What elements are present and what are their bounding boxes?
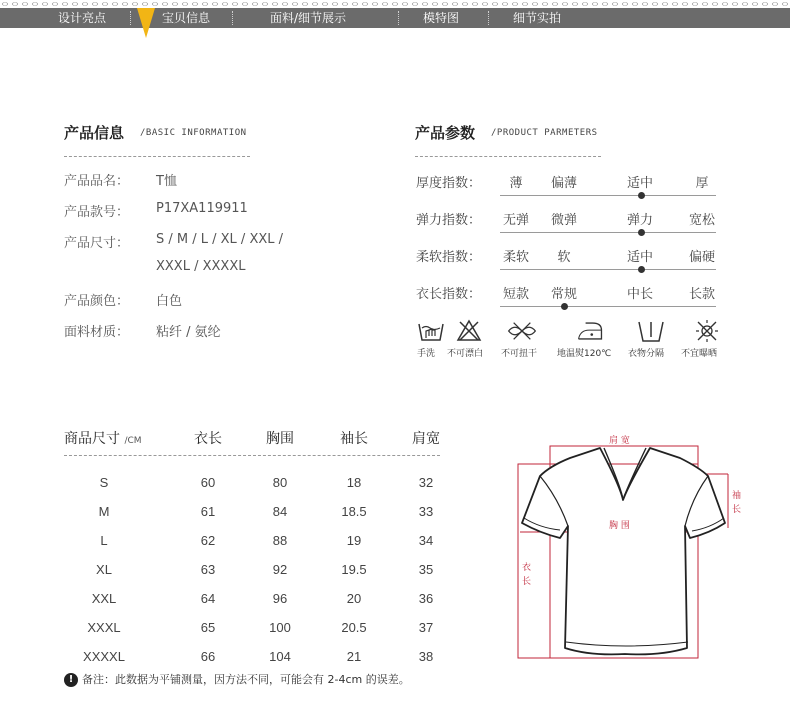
measurement-cell: 92 xyxy=(272,562,288,577)
param-label: 衣长指数： xyxy=(416,287,482,302)
header-shoulder: 肩宽 xyxy=(412,431,440,447)
measurement-note xyxy=(64,671,410,687)
measurement-cell: 100 xyxy=(269,620,291,635)
nav-separator xyxy=(398,11,399,25)
param-option: 长款 xyxy=(688,287,715,302)
divider xyxy=(64,455,440,456)
measurement-cell: 104 xyxy=(269,649,291,664)
measurement-cell: 20.5 xyxy=(341,620,367,635)
param-option: 软 xyxy=(557,250,571,265)
shirt-diagram xyxy=(510,428,770,678)
size-cell: XXL xyxy=(91,591,117,606)
nav-item-fabric-details[interactable]: 面料/细节展示 xyxy=(270,11,347,25)
info-value-sizes-cont: XXXL / XXXXL xyxy=(156,259,246,274)
size-cell: L xyxy=(100,533,108,548)
measurement-cell: 32 xyxy=(418,475,434,490)
header-chest: 胸围 xyxy=(266,431,294,447)
measurement-cell: 80 xyxy=(272,475,288,490)
param-option: 偏薄 xyxy=(550,176,577,191)
info-value-style-number: P17XA119911 xyxy=(156,201,248,216)
measurement-cell: 63 xyxy=(200,562,216,577)
care-label-iron: 地温熨120℃ xyxy=(557,349,612,359)
param-scale-line xyxy=(500,269,716,270)
measurement-cell: 66 xyxy=(200,649,216,664)
product-info-subtitle: /BASIC INFORMATION xyxy=(140,128,247,138)
hand-wash-icon xyxy=(416,318,446,344)
measurement-cell: 19 xyxy=(346,533,362,548)
nav-active-marker xyxy=(137,8,155,38)
param-option: 柔软 xyxy=(502,250,529,265)
measurement-cell: 34 xyxy=(418,533,434,548)
param-option: 短款 xyxy=(502,287,529,302)
param-scale-line xyxy=(500,195,716,196)
param-label: 厚度指数： xyxy=(416,176,482,191)
no-wring-icon xyxy=(507,318,537,344)
product-info-title: 产品信息 xyxy=(64,124,125,142)
measurement-cell: 62 xyxy=(200,533,216,548)
header-sleeve: 袖长 xyxy=(340,431,368,447)
header-length: 衣长 xyxy=(194,431,222,447)
label-length-1: 衣 xyxy=(522,563,532,573)
nav-separator xyxy=(488,11,489,25)
info-label-sizes: 产品尺寸： xyxy=(64,236,130,251)
care-label-no-wring: 不可扭干 xyxy=(501,349,538,359)
measurement-cell: 61 xyxy=(200,504,216,519)
param-label: 弹力指数： xyxy=(416,213,482,228)
param-option: 常规 xyxy=(550,287,577,302)
nav-item-model[interactable]: 模特图 xyxy=(423,11,460,25)
size-cell: M xyxy=(98,504,110,519)
measurement-cell: 18 xyxy=(346,475,362,490)
measurement-cell: 60 xyxy=(200,475,216,490)
measurement-cell: 38 xyxy=(418,649,434,664)
t-shirt-outline xyxy=(510,428,770,678)
param-label: 柔软指数： xyxy=(416,250,482,265)
param-option: 弹力 xyxy=(626,213,653,228)
divider xyxy=(64,156,250,157)
care-label-no-bleach: 不可漂白 xyxy=(447,349,484,359)
decorative-border xyxy=(0,0,790,8)
nav-item-product-info[interactable]: 宝贝信息 xyxy=(162,11,211,25)
label-length-2: 长 xyxy=(522,577,532,587)
nav-item-detail-photos[interactable]: 细节实拍 xyxy=(513,11,562,25)
param-option: 宽松 xyxy=(688,213,715,228)
care-label-separate: 衣物分隔 xyxy=(628,349,665,359)
measurement-cell: 19.5 xyxy=(341,562,367,577)
size-cell: XXXXL xyxy=(83,649,125,664)
param-option: 适中 xyxy=(626,176,653,191)
info-label-color: 产品颜色： xyxy=(64,294,130,309)
product-params-subtitle: /PRODUCT PARMETERS xyxy=(491,128,598,138)
param-option: 薄 xyxy=(509,176,523,191)
top-nav xyxy=(0,8,790,28)
info-label-material: 面料材质： xyxy=(64,325,130,340)
param-option: 无弹 xyxy=(502,213,529,228)
label-chest: 胸 围 xyxy=(609,521,630,531)
measurement-cell: 37 xyxy=(418,620,434,635)
measurement-cell: 64 xyxy=(200,591,216,606)
measurement-cell: 36 xyxy=(418,591,434,606)
iron-low-icon xyxy=(575,318,605,344)
measurement-cell: 96 xyxy=(272,591,288,606)
label-sleeve-1: 袖 xyxy=(732,491,742,501)
param-indicator-dot xyxy=(638,229,645,236)
param-option: 偏硬 xyxy=(688,250,715,265)
note-text: 备注：此数据为平铺测量，因方法不同，可能会有 2-4cm 的误差。 xyxy=(82,673,410,686)
param-indicator-dot xyxy=(561,303,568,310)
label-shoulder: 肩 宽 xyxy=(609,436,630,446)
nav-separator xyxy=(232,11,233,25)
nav-separator xyxy=(130,11,131,25)
measurement-cell: 33 xyxy=(418,504,434,519)
param-option: 适中 xyxy=(626,250,653,265)
care-label-hand-wash: 手洗 xyxy=(417,349,436,359)
info-label-style-number: 产品款号： xyxy=(64,205,130,220)
measurement-cell: 88 xyxy=(272,533,288,548)
nav-item-design-highlights[interactable]: 设计亮点 xyxy=(58,11,107,25)
measurement-cell: 18.5 xyxy=(341,504,367,519)
measurement-cell: 21 xyxy=(346,649,362,664)
size-cell: S xyxy=(99,475,109,490)
param-indicator-dot xyxy=(638,266,645,273)
size-cell: XL xyxy=(96,562,112,577)
info-value-material: 粘纤 / 氨纶 xyxy=(156,325,221,340)
measurement-cell: 20 xyxy=(346,591,362,606)
divider xyxy=(415,156,601,157)
param-option: 中长 xyxy=(626,287,653,302)
size-table-title: 商品尺寸 /CM xyxy=(64,431,142,447)
label-sleeve-2: 长 xyxy=(732,505,742,515)
info-value-sizes: S / M / L / XL / XXL / xyxy=(156,232,284,247)
param-option: 微弹 xyxy=(550,213,577,228)
no-sun-dry-icon xyxy=(692,318,722,344)
measurement-cell: 84 xyxy=(272,504,288,519)
param-scale-line xyxy=(500,232,716,233)
measurement-cell: 65 xyxy=(200,620,216,635)
size-table-unit: /CM xyxy=(124,436,142,446)
info-value-name: T恤 xyxy=(156,174,177,189)
no-bleach-icon xyxy=(454,318,484,344)
size-cell: XXXL xyxy=(87,620,121,635)
info-label-name: 产品品名： xyxy=(64,174,130,189)
wash-separately-icon xyxy=(636,318,666,344)
info-value-color: 白色 xyxy=(156,294,183,309)
product-params-title: 产品参数 xyxy=(415,124,476,142)
param-indicator-dot xyxy=(638,192,645,199)
param-scale-line xyxy=(500,306,716,307)
care-label-no-sun: 不宜曝晒 xyxy=(681,349,718,359)
measurement-cell: 35 xyxy=(418,562,434,577)
param-option: 厚 xyxy=(695,176,709,191)
exclamation-icon: ! xyxy=(64,673,78,687)
